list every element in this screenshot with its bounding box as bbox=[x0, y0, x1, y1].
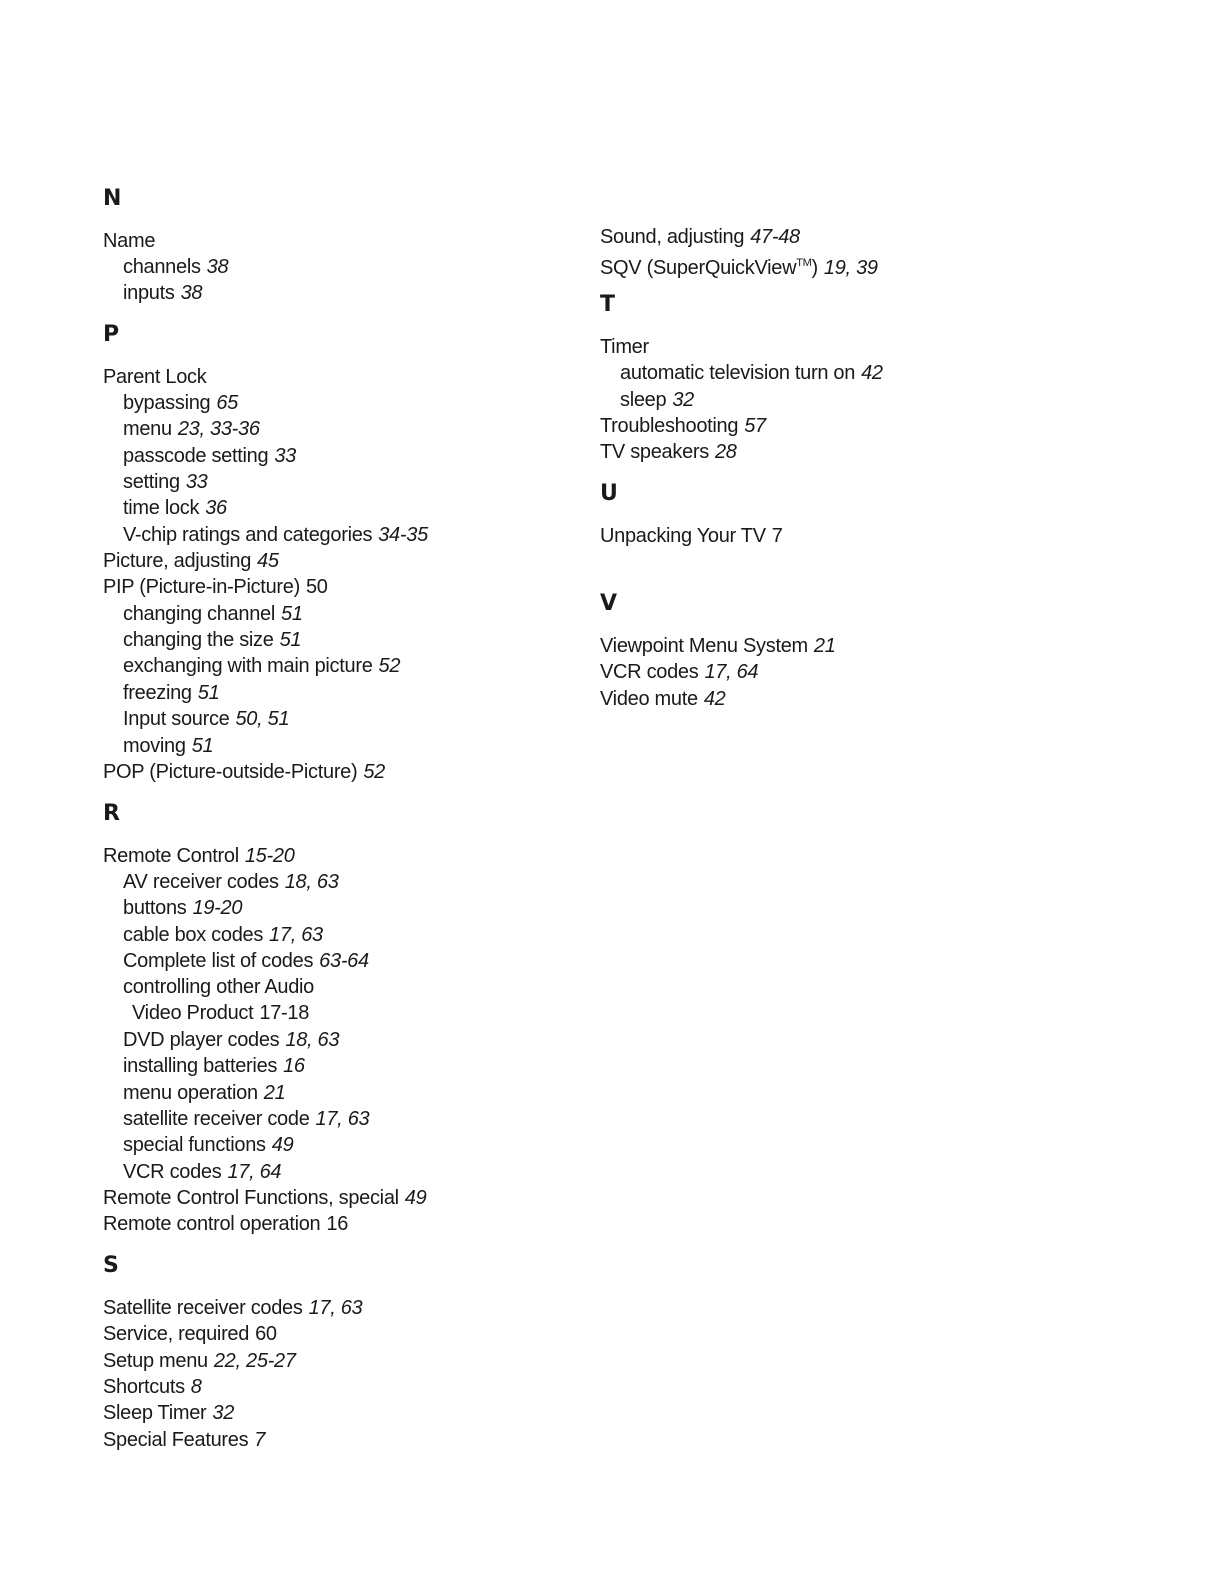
page-ref: 33 bbox=[185, 471, 208, 493]
page-ref: 17, 63 bbox=[269, 924, 323, 946]
page-ref: 34-35 bbox=[378, 524, 428, 546]
index-subentry: V-chip ratings and categories 34-35 bbox=[123, 524, 428, 546]
index-entry: Service, required 60 bbox=[103, 1323, 277, 1345]
index-entry: Picture, adjusting 45 bbox=[103, 550, 279, 572]
page-ref: 19, 39 bbox=[823, 257, 878, 279]
index-entry: SQV (SuperQuickView™) 19, 39 bbox=[600, 257, 878, 279]
index-entry: Timer bbox=[600, 336, 649, 358]
index-entry: VCR codes 17, 64 bbox=[600, 661, 759, 683]
page-ref: 49 bbox=[271, 1134, 294, 1156]
page-ref: 19-20 bbox=[192, 897, 243, 919]
index-entry: Viewpoint Menu System 21 bbox=[600, 635, 836, 657]
page-ref: 7 bbox=[254, 1429, 266, 1451]
index-subentry: special functions 49 bbox=[123, 1134, 294, 1156]
page-ref: 50 bbox=[305, 576, 328, 598]
trademark-mark: TM bbox=[796, 257, 812, 269]
page-ref: 60 bbox=[255, 1323, 277, 1345]
index-entry: Remote Control 15-20 bbox=[103, 845, 295, 867]
page-ref: 32 bbox=[212, 1402, 235, 1424]
page-ref: 17, 64 bbox=[227, 1161, 282, 1183]
page-ref: 65 bbox=[216, 392, 239, 414]
page-ref: 50, 51 bbox=[235, 708, 290, 730]
index-subentry: sleep 32 bbox=[620, 389, 694, 411]
index-entry: Parent Lock bbox=[103, 366, 207, 388]
index-entry: Special Features 7 bbox=[103, 1429, 266, 1451]
index-subentry: VCR codes 17, 64 bbox=[123, 1161, 282, 1183]
page-ref: 7 bbox=[771, 525, 783, 547]
index-entry: Name bbox=[103, 230, 156, 252]
index-subentry: channels 38 bbox=[123, 256, 229, 278]
index-subentry: setting 33 bbox=[123, 471, 208, 493]
index-subentry: satellite receiver code 17, 63 bbox=[123, 1108, 370, 1130]
index-entry: Troubleshooting 57 bbox=[600, 415, 766, 437]
page-ref: 45 bbox=[257, 550, 279, 572]
page-ref: 16 bbox=[326, 1213, 349, 1235]
page-ref: 21 bbox=[263, 1082, 286, 1104]
index-entry: PIP (Picture-in-Picture) 50 bbox=[103, 576, 328, 598]
index-entry: Remote Control Functions, special 49 bbox=[103, 1187, 427, 1209]
page-ref: 51 bbox=[279, 629, 302, 651]
section-letter-v: V bbox=[600, 591, 618, 616]
page-ref: 18, 63 bbox=[285, 1029, 340, 1051]
index-subentry: freezing 51 bbox=[123, 682, 220, 704]
index-subentry: moving 51 bbox=[123, 735, 214, 757]
index-subentry: controlling other Audio bbox=[123, 976, 315, 998]
index-subentry: menu operation 21 bbox=[123, 1082, 286, 1104]
index-subentry: changing the size 51 bbox=[123, 629, 302, 651]
page-ref: 51 bbox=[197, 682, 220, 704]
page-ref: 38 bbox=[206, 256, 229, 278]
page-ref: 36 bbox=[205, 497, 227, 519]
page-ref: 16 bbox=[283, 1055, 305, 1077]
index-subentry: DVD player codes 18, 63 bbox=[123, 1029, 340, 1051]
index-subentry: AV receiver codes 18, 63 bbox=[123, 871, 339, 893]
index-subentry: changing channel 51 bbox=[123, 603, 303, 625]
section-letter-u: U bbox=[600, 481, 618, 506]
page-ref: 52 bbox=[378, 655, 401, 677]
index-subentry: cable box codes 17, 63 bbox=[123, 924, 323, 946]
page-ref: 38 bbox=[180, 282, 203, 304]
page-ref: 47-48 bbox=[750, 226, 800, 248]
page-ref: 23, 33-36 bbox=[177, 418, 260, 440]
page-ref: 8 bbox=[190, 1376, 202, 1398]
index-subentry: Video Product 17-18 bbox=[132, 1002, 310, 1024]
index-subentry: buttons 19-20 bbox=[123, 897, 243, 919]
page-ref: 51 bbox=[281, 603, 303, 625]
section-letter-t: T bbox=[600, 292, 616, 317]
page-ref: 51 bbox=[191, 735, 214, 757]
index-entry: Satellite receiver codes 17, 63 bbox=[103, 1297, 363, 1319]
page-ref: 42 bbox=[703, 688, 726, 710]
index-entry: Video mute 42 bbox=[600, 688, 726, 710]
index-entry: TV speakers 28 bbox=[600, 441, 737, 463]
section-letter-r: R bbox=[103, 801, 120, 826]
index-subentry: automatic television turn on 42 bbox=[620, 362, 883, 384]
page-ref: 21 bbox=[813, 635, 836, 657]
page-ref: 17, 64 bbox=[704, 661, 759, 683]
page-ref: 57 bbox=[744, 415, 766, 437]
page-ref: 17, 63 bbox=[308, 1297, 363, 1319]
section-letter-n: N bbox=[103, 186, 122, 211]
index-entry: Remote control operation 16 bbox=[103, 1213, 349, 1235]
page-ref: 17, 63 bbox=[315, 1108, 370, 1130]
index-subentry: bypassing 65 bbox=[123, 392, 239, 414]
page-ref: 52 bbox=[363, 761, 386, 783]
index-entry: Sleep Timer 32 bbox=[103, 1402, 235, 1424]
page-ref: 18, 63 bbox=[284, 871, 339, 893]
index-entry: Shortcuts 8 bbox=[103, 1376, 202, 1398]
page-ref: 22, 25-27 bbox=[213, 1350, 296, 1372]
page-ref: 32 bbox=[672, 389, 694, 411]
index-entry: Sound, adjusting 47-48 bbox=[600, 226, 800, 248]
page-ref: 15-20 bbox=[244, 845, 295, 867]
index-subentry: inputs 38 bbox=[123, 282, 203, 304]
index-subentry: installing batteries 16 bbox=[123, 1055, 305, 1077]
index-subentry: menu 23, 33-36 bbox=[123, 418, 260, 440]
index-subentry: Complete list of codes 63-64 bbox=[123, 950, 369, 972]
page-ref: 49 bbox=[404, 1187, 427, 1209]
page-ref: 63-64 bbox=[319, 950, 369, 972]
section-letter-s: S bbox=[103, 1253, 119, 1278]
index-entry: POP (Picture-outside-Picture) 52 bbox=[103, 761, 386, 783]
page-ref: 33 bbox=[274, 445, 296, 467]
page-ref: 42 bbox=[861, 362, 883, 384]
page-ref: 17-18 bbox=[259, 1002, 310, 1024]
index-subentry: exchanging with main picture 52 bbox=[123, 655, 401, 677]
page-ref: 28 bbox=[714, 441, 737, 463]
index-entry: Unpacking Your TV 7 bbox=[600, 525, 783, 547]
section-letter-p: P bbox=[103, 322, 120, 347]
index-entry: Setup menu 22, 25-27 bbox=[103, 1350, 296, 1372]
index-subentry: Input source 50, 51 bbox=[123, 708, 290, 730]
index-subentry: time lock 36 bbox=[123, 497, 227, 519]
index-subentry: passcode setting 33 bbox=[123, 445, 296, 467]
